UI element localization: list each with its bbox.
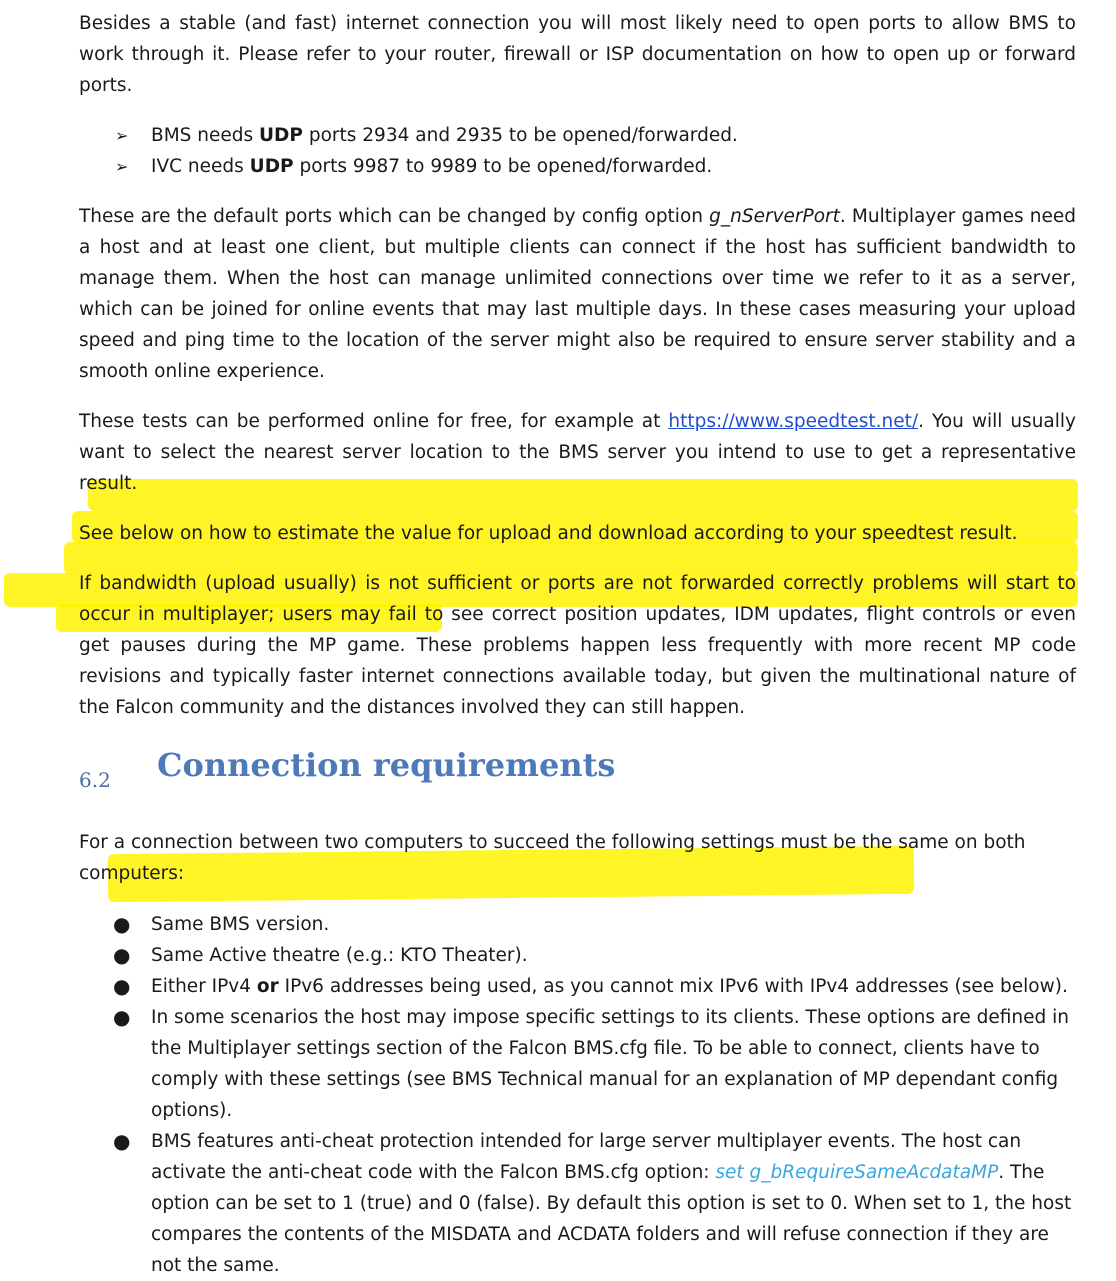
list-item: ➢ IVC needs UDP ports 9987 to 9989 to be opened/forwarded. [79,151,1076,182]
estimate-paragraph: See below on how to estimate the value for upload and download according to your speedtest result. [79,523,1018,544]
list-item: ● Either IPv4 or IPv6 addresses being used, as you cannot mix IPv6 with IPv4 addresses (see below). [79,971,1076,1002]
bullet-icon: ● [113,1005,131,1029]
bullet-icon: ● [113,912,131,936]
ports-list [79,120,1076,182]
config-option: g_nServerPort [709,206,840,227]
section-number: 6.2 [79,768,111,792]
list-item: ● Same Active theatre (e.g.: KTO Theater). [79,940,1076,971]
arrow-bullet-icon: ➢ [115,157,129,176]
list-item: ● BMS features anti-cheat protection intended for large server multiplayer events. The host can activate the anti-cheat code with the Falcon BMS.cfg option: set g_bRequireSameAcdataMP. The option can be set to 1 (true) and 0 (false). By default this option is set to 0. When set to 1, the host compares the contents of the MISDATA and ACDATA folders and will refuse connection if they are not the same. [79,1126,1076,1281]
bullet-icon: ● [113,943,131,967]
arrow-bullet-icon: ➢ [115,126,129,145]
section-heading [79,745,1076,805]
default-ports-paragraph: These are the default ports which can be changed by config option g_nServerPort. Multiplayer games need a host and at least one client, but multiple clients can connect if the host has sufficient bandwidth to manage them. When the host can manage unlimited connections over time we refer to it as a server, which can be joined for online events that may last multiple days. In these cases measuring your upload speed and ping time to the location of the server might also be required to ensure server stability and a smooth online experience. [79,206,1076,382]
list-item: ● In some scenarios the host may impose specific settings to its clients. These options are defined in the Multiplayer settings section of the Falcon BMS.cfg file. To be able to connect, clients have to comply with these settings (see BMS Technical manual for an explanation of MP dependant config options). [79,1002,1076,1126]
section-title: Connection requirements [157,746,616,784]
connection-intro-paragraph: For a connection between two computers to succeed the following settings must be the same on both computers: [79,832,1026,884]
requirements-list [79,909,1076,1281]
speedtest-paragraph: These tests can be performed online for free, for example at https://www.speedtest.net/. You will usually want to select the nearest server location to the BMS server you intend to use to get a representative result. [79,411,1076,494]
list-item: ● Same BMS version. [79,909,1076,940]
document-body [79,8,1076,1281]
intro-paragraph: Besides a stable (and fast) internet connection you will most likely need to open ports to allow BMS to work through it. Please refer to your router, firewall or ISP documentation on how to open up or forward ports. [79,13,1076,96]
list-item: ➢ BMS needs UDP ports 2934 and 2935 to be opened/forwarded. [79,120,1076,151]
speedtest-link[interactable]: https://www.speedtest.net/ [668,411,919,432]
bandwidth-paragraph: If bandwidth (upload usually) is not sufficient or ports are not forwarded correctly problems will start to occur in multiplayer; users may fail to see correct position updates, IDM updates, flight controls or even get pauses during the MP game. These problems happen less frequently with more recent MP code revisions and typically faster internet connections available today, but given the multinational nature of the Falcon community and the distances involved they can still happen. [79,573,1076,718]
config-option-code: set g_bRequireSameAcdataMP [715,1162,999,1183]
bullet-icon: ● [113,974,131,998]
bullet-icon: ● [113,1129,131,1153]
